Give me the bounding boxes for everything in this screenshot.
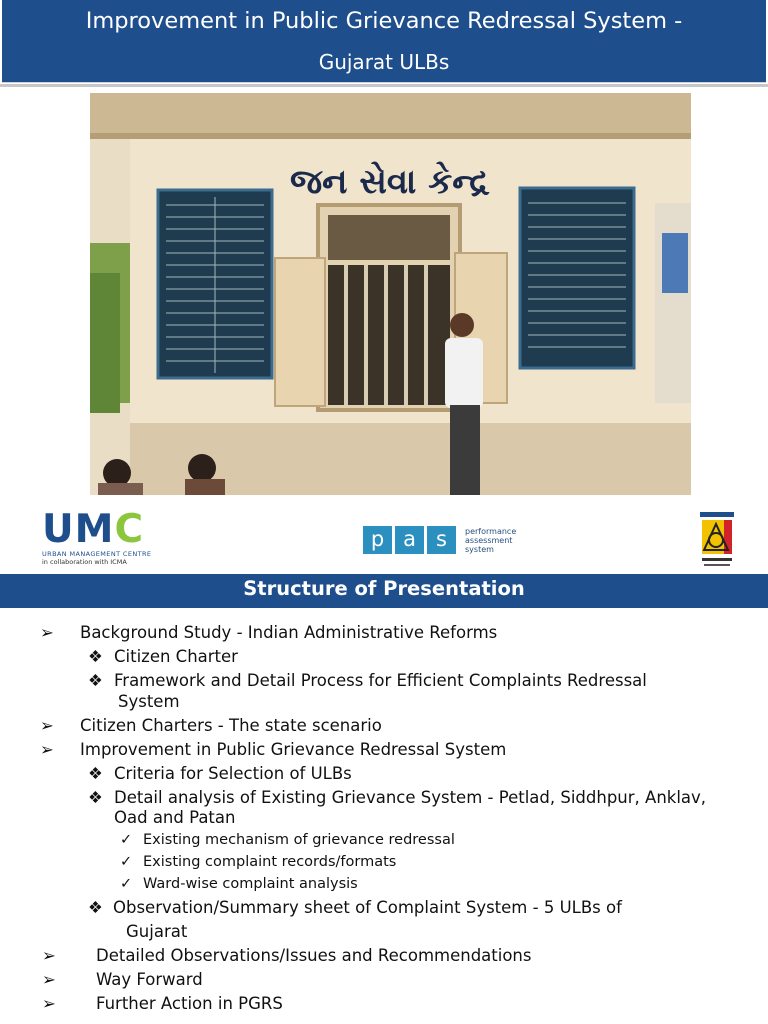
outline-item-text: Detailed Observations/Issues and Recommendations xyxy=(96,946,532,965)
pas-logo-text: performance assessment system xyxy=(465,526,517,554)
diamond-bullet-icon: ❖ xyxy=(88,764,103,783)
slide-title-banner xyxy=(2,0,766,83)
outline-item-text: Way Forward xyxy=(96,970,203,989)
arrow-bullet-icon: ➢ xyxy=(40,716,54,735)
pas-logo-letter-a: a xyxy=(395,526,424,554)
outline-item-text: Background Study - Indian Administrative Reforms xyxy=(80,623,498,642)
arrow-bullet-icon: ➢ xyxy=(40,623,54,642)
diamond-bullet-icon: ❖ xyxy=(88,647,103,666)
outline-item-text: Ward-wise complaint analysis xyxy=(143,876,358,892)
gujarati-sign-text: જન સેવા કેન્દ્ર xyxy=(290,162,490,202)
umc-logo-letter-c: C xyxy=(114,507,145,552)
outline-item-text: Existing mechanism of grievance redressal xyxy=(143,832,455,848)
diamond-bullet-icon: ❖ xyxy=(88,788,103,807)
pas-logo-letter-p: p xyxy=(363,526,392,554)
diamond-bullet-icon: ❖ xyxy=(88,671,103,690)
umc-logo-collab: in collaboration with ICMA xyxy=(42,558,127,566)
outline-item-text: Detail analysis of Existing Grievance System - Petlad, Siddhpur, Anklav, xyxy=(114,788,707,807)
diamond-bullet-icon: ❖ xyxy=(88,898,103,917)
arrow-bullet-icon: ➢ xyxy=(42,946,56,965)
check-bullet-icon: ✓ xyxy=(120,854,133,870)
outline-item-text: Framework and Detail Process for Efficient Complaints Redressal xyxy=(114,671,647,690)
arrow-bullet-icon: ➢ xyxy=(40,740,54,759)
presentation-outline xyxy=(0,612,768,1024)
check-bullet-icon: ✓ xyxy=(120,832,133,848)
outline-item-text: Citizen Charter xyxy=(114,647,238,666)
arrow-bullet-icon: ➢ xyxy=(42,970,56,989)
pas-logo-letter-s: s xyxy=(427,526,456,554)
cept-university-logo xyxy=(696,506,738,572)
umc-logo xyxy=(42,507,152,566)
umc-logo-subtitle: URBAN MANAGEMENT CENTRE xyxy=(42,550,152,558)
arrow-bullet-icon: ➢ xyxy=(42,994,56,1013)
section-title-banner: Structure of Presentation xyxy=(0,574,768,608)
logo-row xyxy=(0,500,768,574)
header-divider xyxy=(0,84,768,87)
outline-item-text: Further Action in PGRS xyxy=(96,994,283,1013)
outline-item-text: Observation/Summary sheet of Complaint System - 5 ULBs of xyxy=(113,898,622,917)
jan-seva-kendra-photo xyxy=(90,93,691,495)
outline-item-text: Criteria for Selection of ULBs xyxy=(114,764,352,783)
outline-item-text: Oad and Patan xyxy=(114,808,236,827)
slide-title-line-2: Gujarat ULBs xyxy=(318,50,450,74)
outline-item-text: Gujarat xyxy=(126,922,188,941)
pas-logo xyxy=(363,524,516,556)
umc-logo-letters: UM xyxy=(42,507,115,552)
outline-item-text: Improvement in Public Grievance Redressal System xyxy=(80,740,507,759)
outline-item-text: Citizen Charters - The state scenario xyxy=(80,716,382,735)
check-bullet-icon: ✓ xyxy=(120,876,133,892)
outline-item-text: System xyxy=(118,692,180,711)
outline-item-text: Existing complaint records/formats xyxy=(143,854,397,870)
slide-title-line-1: Improvement in Public Grievance Redressal System - xyxy=(85,8,683,34)
